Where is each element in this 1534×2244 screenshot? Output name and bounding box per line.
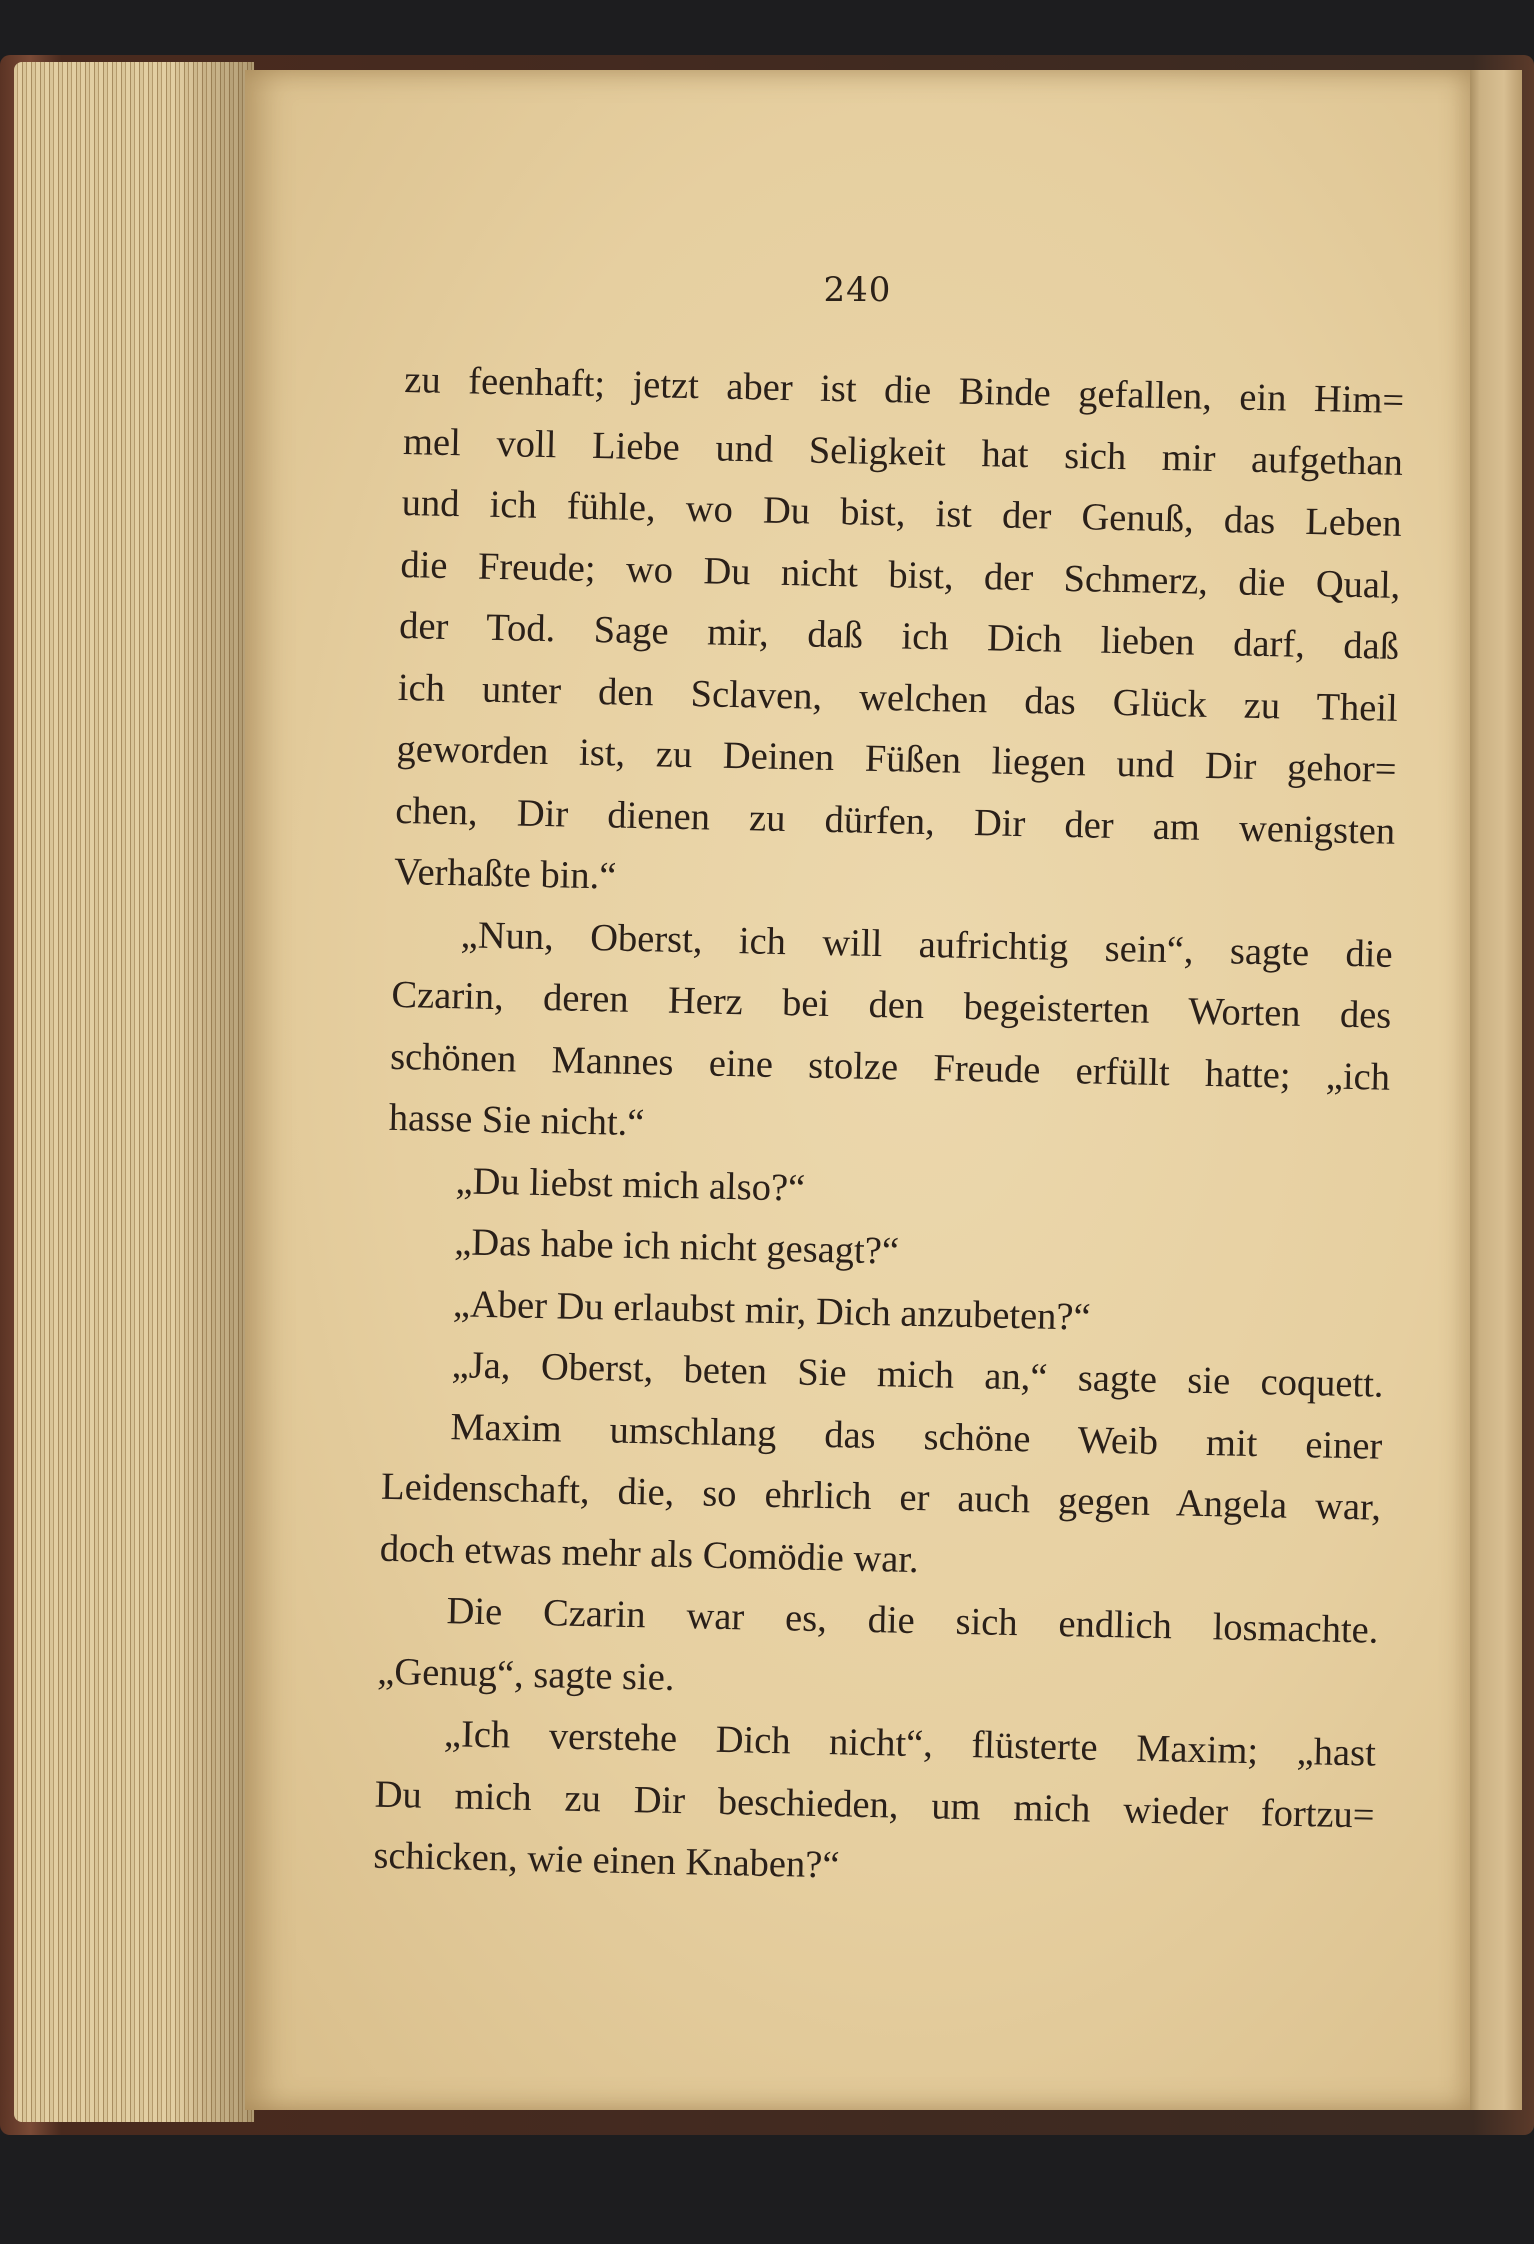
page-edge-right [1462, 70, 1522, 2110]
text-line: „Du liebst mich also?“ [455, 1159, 806, 1210]
body-text [373, 350, 1405, 1908]
text-line: Verhaßte bin.“ [393, 850, 617, 898]
gutter-shadow [175, 62, 255, 2122]
text-line: geworden ist, zu Deinen Füßen liegen und Dir gehor= [396, 727, 1397, 791]
text-line: chen, Dir dienen zu dürfen, Dir der am wenigsten [394, 789, 1396, 853]
text-line: doch etwas mehr als Comödie war. [379, 1527, 920, 1581]
text-line: „Genug“, sagte sie. [376, 1650, 675, 1699]
text-line: und ich fühle, wo Du bist, ist der Genuß, das Leben [401, 481, 1403, 545]
text-line: „Das habe ich nicht gesagt?“ [453, 1221, 900, 1273]
text-line: schönen Mannes eine stolze Freude erfüllt hatte; „ich [389, 1035, 1391, 1099]
text-line: schicken, wie einen Knaben?“ [373, 1834, 840, 1887]
text-line: die Freude; wo Du nicht bist, der Schmerz, die Qual, [400, 543, 1401, 607]
text-line: Czarin, deren Herz bei den begeisterten Worten des [391, 973, 1392, 1037]
text-line: ich unter den Sclaven, welchen das Glück zu Theil [397, 666, 1399, 730]
text-line: Leidenschaft, die, so ehrlich er auch gegen Angela war, [380, 1465, 1382, 1529]
text-line: „Ich verstehe Dich nicht“, flüsterte Maxim; „hast [443, 1713, 1377, 1775]
text-line: „Aber Du erlaubst mir, Dich anzubeten?“ [452, 1282, 1092, 1339]
text-line: hasse Sie nicht.“ [388, 1096, 645, 1145]
text-line: der Tod. Sage mir, daß ich Dich lieben darf, daß [398, 604, 1400, 668]
text-line: „Nun, Oberst, ich will aufrichtig sein“, sagte die [460, 913, 1394, 976]
book-page [245, 70, 1470, 2110]
text-line: „Ja, Oberst, beten Sie mich an,“ sagte sie coquett. [451, 1344, 1384, 1406]
text-line: Du mich zu Dir beschieden, um mich wieder fortzu= [374, 1773, 1375, 1837]
text-line: zu feenhaft; jetzt aber ist die Binde gefallen, ein Him= [403, 358, 1405, 422]
page-number: 240 [823, 270, 892, 310]
text-line: mel voll Liebe und Seligkeit hat sich mir aufgethan [402, 420, 1404, 484]
text-line: Maxim umschlang das schöne Weib mit einer [450, 1405, 1383, 1468]
text-line: Die Czarin war es, die sich endlich losmachte. [446, 1590, 1379, 1652]
